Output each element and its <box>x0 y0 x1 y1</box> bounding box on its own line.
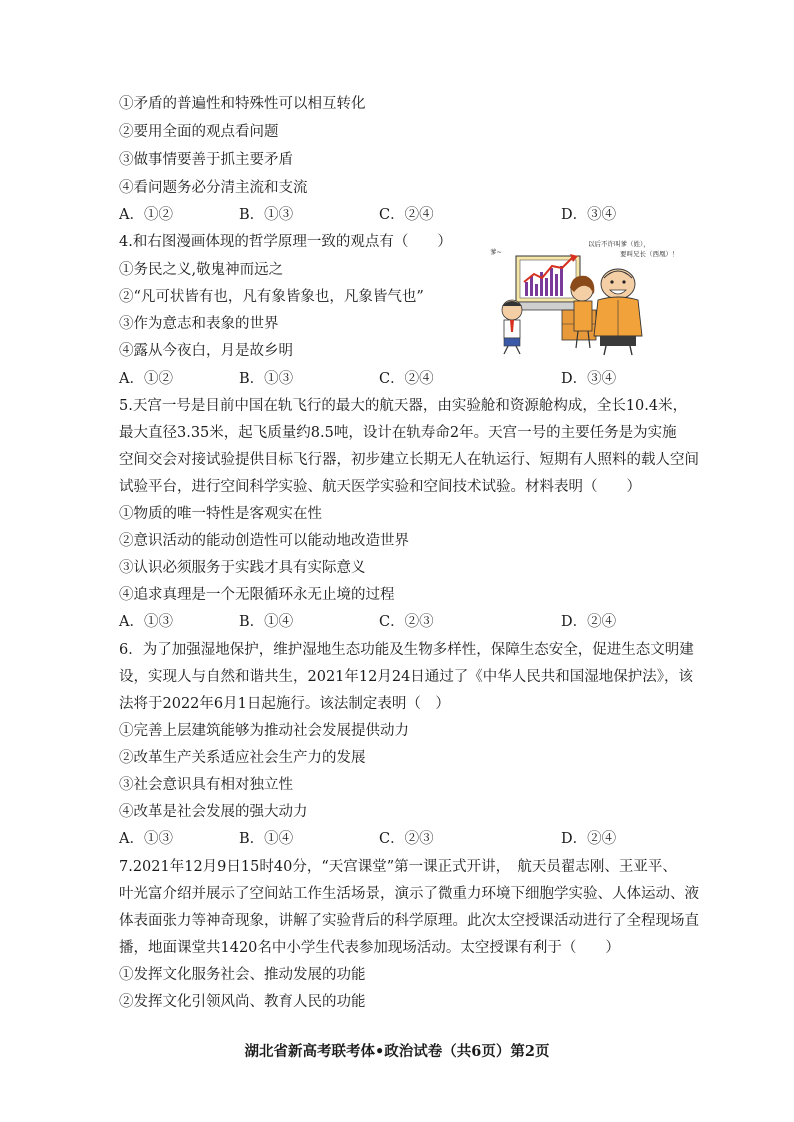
q5-choice-a: A．①③ <box>119 614 173 630</box>
q3-choice-c: C．②④ <box>379 207 434 223</box>
q7-stem-line-4: 播，地面课堂共1420名中小学生代表参加现场活动。太空授课有利于（ ） <box>119 940 620 956</box>
q6-choice-d: D．②④ <box>561 831 617 847</box>
q3-option-3: ③做事情要善于抓主要矛盾 <box>119 152 293 168</box>
q3-option-2: ②要用全面的观点看问题 <box>119 124 279 140</box>
cartoon-illustration <box>490 238 682 356</box>
q3-choice-a: A．①② <box>119 207 173 223</box>
q5-choices <box>119 612 619 632</box>
q7-option-1: ①发挥文化服务社会、推动发展的功能 <box>119 967 366 983</box>
q5-stem-line-4: 试验平台，进行空间科学实验、航天医学实验和空间技术试验。材料表明（ ） <box>119 479 641 495</box>
q5-option-3: ③认识必须服务于实践才具有实际意义 <box>119 560 366 576</box>
cartoon-speech-dad: 爹~ <box>490 248 502 256</box>
q5-choice-b: B．①④ <box>239 614 294 630</box>
q6-stem-line-2: 设，实现人与自然和谐共生，2021年12月24日通过了《中华人民共和国湿地保护法》，该 <box>119 669 694 685</box>
q6-choice-b: B．①④ <box>239 831 294 847</box>
q4-choice-d: D．③④ <box>561 371 617 387</box>
q4-option-2: ②“凡可状皆有也，凡有象皆象也，凡象皆气也” <box>119 289 424 305</box>
cartoon-speech-line-1: 以后不许叫爹（姓）， <box>588 240 650 248</box>
q7-stem-line-2: 叶光富介绍并展示了空间站工作生活场景，演示了微重力环境下细胞学实验、人体运动、液 <box>119 886 699 902</box>
q5-stem-line-2: 最大直径3.35米，起飞质量约8.5吨，设计在轨寿命2年。天宫一号的主要任务是为实施 <box>119 425 677 441</box>
q6-option-4: ④改革是社会发展的强大动力 <box>119 804 308 820</box>
q5-option-2: ②意识活动的能动创造性可以能动地改造世界 <box>119 533 409 549</box>
q3-choices <box>119 205 619 225</box>
q3-option-1: ①矛盾的普遍性和特殊性可以相互转化 <box>119 96 366 112</box>
q5-option-4: ④追求真理是一个无限循环永无止境的过程 <box>119 587 395 603</box>
q6-stem-line-1: 6．为了加强湿地保护，维护湿地生态功能及生物多样性，保障生态安全，促进生态文明建 <box>119 642 694 658</box>
q4-choice-c: C．②④ <box>379 371 434 387</box>
q6-option-1: ①完善上层建筑能够为推动社会发展提供动力 <box>119 723 409 739</box>
q7-stem-line-1: 7.2021年12月9日15时40分，“天宫课堂”第一课正式开讲， 航天员翟志刚、王亚平、 <box>119 859 677 875</box>
q4-option-1: ①务民之义,敬鬼神而远之 <box>119 262 284 278</box>
q6-option-3: ③社会意识具有相对独立性 <box>119 777 293 793</box>
q7-option-2: ②发挥文化引领风尚、教育人民的功能 <box>119 994 366 1010</box>
q5-choice-c: C．②③ <box>379 614 434 630</box>
q6-stem-line-3: 法将于2022年6月1日起施行。该法制定表明（ ） <box>119 696 450 712</box>
q6-choices <box>119 829 619 849</box>
q6-choice-a: A．①③ <box>119 831 173 847</box>
q4-choice-b: B．①③ <box>239 371 294 387</box>
q7-stem-line-3: 体表面张力等神奇现象，讲解了实验背后的科学原理。此次太空授课活动进行了全程现场直 <box>119 913 699 929</box>
q4-choice-a: A．①② <box>119 371 173 387</box>
q5-option-1: ①物质的唯一特性是客观实在性 <box>119 506 322 522</box>
q4-option-4: ④露从今夜白，月是故乡明 <box>119 343 293 359</box>
cartoon-speech-line-2: 要叫兄长（西凰）！ <box>620 250 679 258</box>
q3-choice-d: D．③④ <box>561 207 617 223</box>
q5-choice-d: D．②④ <box>561 614 617 630</box>
q6-choice-c: C．②③ <box>379 831 434 847</box>
q4-choices <box>119 369 619 389</box>
q4-stem: 4.和右图漫画体现的哲学原理一致的观点有（ ） <box>119 234 452 250</box>
q3-choice-b: B．①③ <box>239 207 294 223</box>
q4-option-3: ③作为意志和表象的世界 <box>119 316 279 332</box>
q3-option-4: ④看问题务必分清主流和支流 <box>119 180 308 196</box>
q5-stem-line-3: 空间交会对接试验提供目标飞行器，初步建立长期无人在轨运行、短期有人照料的载人空间 <box>119 452 699 468</box>
page-footer: 湖北省新高考联考体•政治试卷（共6页）第2页 <box>244 1043 550 1060</box>
q6-option-2: ②改革生产关系适应社会生产力的发展 <box>119 750 366 766</box>
q5-stem-line-1: 5.天宫一号是目前中国在轨飞行的最大的航天器，由实验舱和资源舱构成，全长10.4米， <box>119 398 688 414</box>
